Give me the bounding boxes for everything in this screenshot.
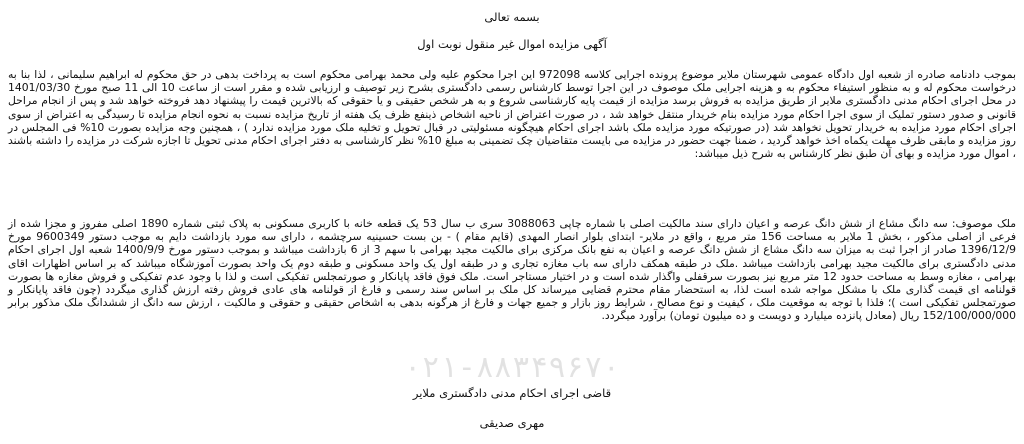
phone-watermark: ۰۲۱-۸۸۳۴۹۶۷۰ — [403, 350, 621, 385]
property-description-paragraph: ملک موصوف: سه دانگ مشاع از شش دانگ عرصه و اعیان دارای سند مالکیت اصلی با شماره چاپی 3088063 سری ب سال 53 یک قطعه خانه با کاربری مسکونی به پلاک ثبتی شماره 1890 اصلی مفروز و مجزا شده از فرعی از اصلی مذکور ، بخش 1 ملایر به مساحت 156 متر مربع ، واقع در ملایر- ابتدای بلوار انصار المهدی (قایم مقام ) - بن بست حسینیه سرچشمه ، دارای سه مورد بازداشت دایم به موجب دستور 9600349 مورخ 1396/12/9 صادر از اجرا ثبت به میزان سه دانگ مشاع از شش دانگ عرصه و اعیان به نفع بانک مرکزی برای مالکیت مجید بهرامی با سهم 3 از 6 بازداشت میباشد و بموجب دستور مورخ 1400/9/9 شعبه اول اجرای احکام مدنی دادگستری برای مالکیت مجید بهرامی بازداشت میباشد .ملک در طبقه همکف دارای سه باب مغازه تجاری و در طبقه اول یک واحد مسکونی و طبقه دوم یک واحد بصورت آموزشگاه میباشد که بر اساس اظهارات اقای بهرامی ، مغازه وسط به مساحت حدود 12 متر مربع نیز بصورت سرقفلی واگذار شده است و در اختیار مستاجر است. ملک فوق فاقد پایانکار و صورتمجلس تفکیکی است و لذا با وجود عدم تفکیکی و فروش مغازه ها بصورت قولنامه ای قیمت گذاری ملک با مشکل مواجه شده است لذا، به استحضار مقام محترم قضایی میرساند کل ملک بر اساس سند رسمی و فارغ از قولنامه های عادی فروش رفته ارزش گذاری میگردد (چون فاقد پایانکار و صورتمجلس تفکیکی است )؛ فلذا با توجه به موقعیت ملک ، کیفیت و نوع مصالح ، شرایط روز بازار و جمیع جهات و فارغ از هرگونه بدهی به اشخاص حقیقی و حقوقی و مالکیت ، ارزش سه دانگ از ششدانگ ملک مذکور برابر 152/100/000/000 ریال (معادل پانزده میلیارد و دویست و ده میلیون تومان) برآورد میگردد. — [8, 217, 1017, 323]
signature-name: مهری صدیقی — [479, 416, 545, 430]
intro-paragraph: بموجب دادنامه صادره از شعبه اول دادگاه عمومی شهرستان ملایر موضوع پرونده اجرایی کلاسه 972098 این اجرا محکوم علیه ولی محمد بهرامی محکوم است به پرداخت بدهی در حق محکوم له ابراهیم سلیمانی ، لذا بنا به درخواست محکوم له و به منظور استیفاء محکوم به و هزینه اجرایی ملک موصوف در این اجرا توسط کارشناس رسمی دادگستری بشرح زیر توصیف و ارزیابی شده و مقرر است از ساعت 10 الی 11 صبح مورخ 1401/03/30 در محل اجرای احکام مدنی دادگستری ملایر از طریق مزایده به فروش برسد مزایده از قیمت پایه کارشناسی شروع و به هر شخص حقیقی و یا حقوقی که بالاترین قیمت را پیشنهاد دهد فروخته خواهد شد و پس از انجام مراحل قانونی و صدور دستور تملیک از سوی اجرا احکام مورد مزایده بنام خریدار منتقل خواهد شد ، در صورت اعتراض از ناحیه اشخاص ذینفع ظرف یک هفته از تاریخ مزایده نسبت به نحوه انجام مزایده تا رسیدگی به اعتراض از سوی اجرای احکام مورد مزایده به خریدار تحویل نخواهد شد (در صورتیکه مورد مزایده ملک باشد اجرای احکام هیچگونه مسئولیتی در قبال تحویل و تخلیه ملک مورد مزایده ندارد ) ، همچنین وجه مزایده بصورت 10% فی المجلس در روز مزایده و مابقی ظرف مهلت یکماه اخذ خواهد گردید ، ضمنا جهت حضور در مزایده می بایست متقاضیان چک تضمینی به مبلغ 10% نظر کارشناسی به دفتر اجرای احکام مدنی تحویل تا اجازه شرکت در مزایده را داشته باشند ، اموال مورد مزایده و بهای آن طبق نظر کارشناس به شرح ذیل میباشد: — [8, 68, 1016, 161]
signature-office: قاضی اجرای احکام مدنی دادگستری ملایر — [412, 386, 612, 400]
notice-title: آگهی مزایده اموال غیر منقول نوبت اول — [417, 37, 607, 51]
basmala-heading: بسمه تعالی — [484, 10, 540, 24]
